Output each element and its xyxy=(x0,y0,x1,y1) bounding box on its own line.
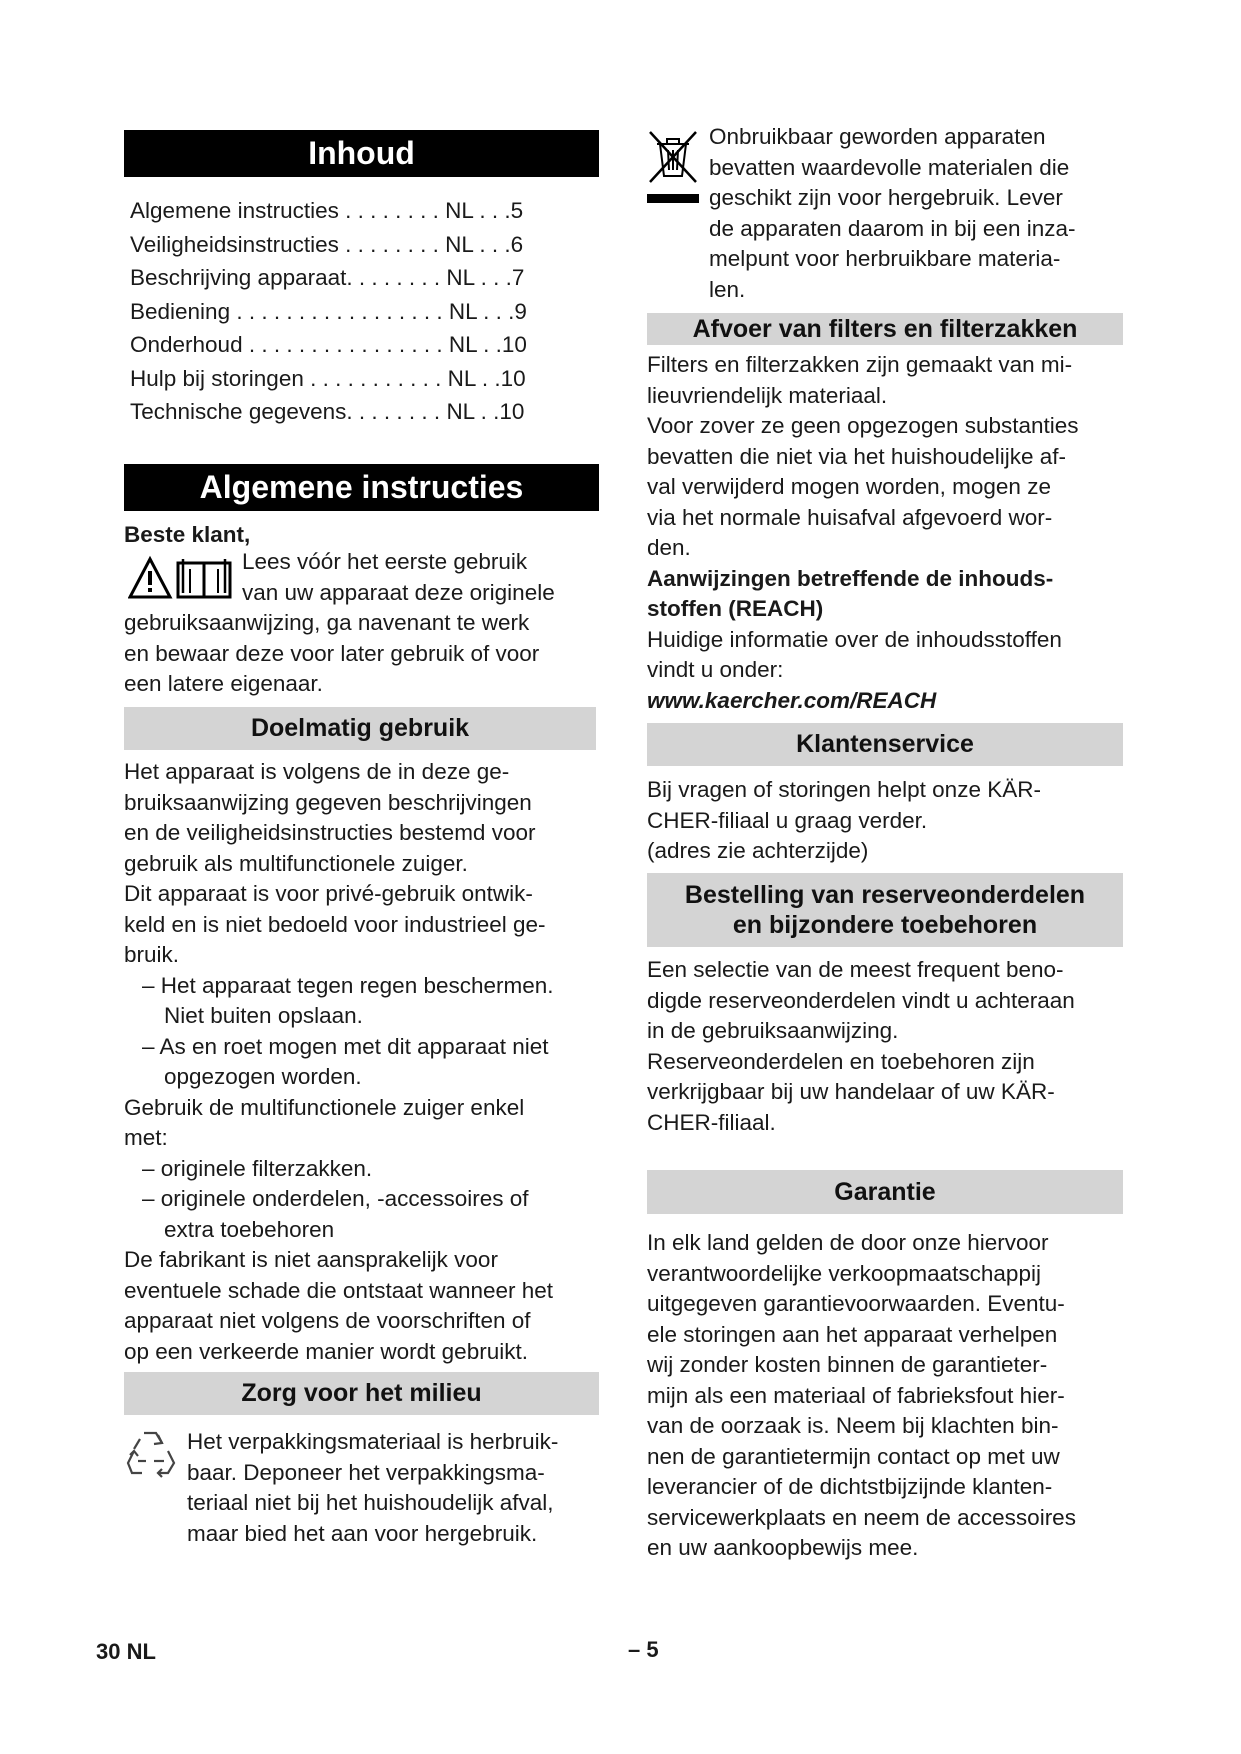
filters-body: Filters en filterzakken zijn gemaakt van mi- lieuvriendelijk materiaal. Voor zover ze geen opgezogen substanties bevatten die niet via het huishoudelijke af- val verwijderd mogen worden, mogen ze via het normale huisafval afgevoerd wor- den. Aanwijzingen betreffende de inhouds- stoffen (REACH) Huidige informatie over de inhoudsstoffen vindt u onder: www.kaercher.com/REACH xyxy=(647,350,1123,716)
recycle-icon-wrap xyxy=(124,1425,180,1483)
reach-link[interactable]: www.kaercher.com/REACH xyxy=(647,687,937,713)
toc-entry[interactable]: Technische gegevens. . . . . . . . NL . .10 xyxy=(130,399,525,424)
toc-entry[interactable]: Algemene instructies . . . . . . . . NL . . .5 xyxy=(130,198,524,223)
intro-text: van uw apparaat deze originele xyxy=(242,580,555,605)
environment-title: Zorg voor het milieu xyxy=(124,1372,599,1415)
service-body: Bij vragen of storingen helpt onze KÄR- CHER-filiaal u graag verder. (adres zie achterzijde) xyxy=(647,777,1041,863)
intro-text: en bewaar deze voor later gebruik of voor xyxy=(124,641,540,666)
crossed-bin-icon xyxy=(647,128,699,208)
toc-entry[interactable]: Hulp bij storingen . . . . . . . . . . . NL . .10 xyxy=(130,365,526,391)
toc-entry[interactable]: Veiligheidsinstructies . . . . . . . . NL . . .6 xyxy=(130,231,524,257)
toc-entry[interactable]: Beschrijving apparaat. . . . . . . . NL . . .7 xyxy=(130,265,525,290)
page-marker: – 5 xyxy=(628,1637,659,1662)
service-title: Klantenservice xyxy=(647,723,1123,766)
intro-text: Lees vóór het eerste gebruik xyxy=(242,549,528,574)
warning-triangle-icon xyxy=(128,553,238,603)
warranty-body: In elk land gelden de door onze hiervoor verantwoordelijke verkoopmaatschappij uitgegeven garantievoorwaarden. Eventu- ele storingen aan het apparaat verhelpen wij zonder kosten binnen de garantieter- mijn als een materiaal of fabrieksfout hier- van de oorzaak is. Neem bij klachten bin- nen de garantietermijn contact op met uw leverancier of de dichtstbijzijnde klanten- servicewerkplaats en neem de accessoires en uw aankoopbewijs mee. xyxy=(647,1230,1076,1560)
general-title: Algemene instructies xyxy=(124,464,599,511)
reach-heading: stoffen (REACH) xyxy=(647,596,824,621)
intro-text: gebruiksaanwijzing, ga navenant te werk xyxy=(124,610,530,635)
proper-use-body: Het apparaat is volgens de in deze ge- bruiksaanwijzing gegeven beschrijvingen en de veiligheidsinstructies bestemd voor gebruik als multifunctionele zuiger. Dit apparaat is voor privé-gebruik ontwik- keld en is niet bedoeld voor industrieel ge- bruik. – Het apparaat tegen regen beschermen. Niet buiten opslaan. – As en roet mogen met dit apparaat niet opgezogen worden. Gebruik de multifunctionele zuiger enkel met: – originele filterzakken. – originele onderdelen, -accessoires of extra toebehoren De fabrikant is niet aansprakelijk voor eventuele schade die ontstaat wanneer het apparaat niet volgens de voorschriften of op een verkeerde manier wordt gebruikt. xyxy=(124,759,554,1364)
manual-book-icon xyxy=(178,559,230,597)
parts-title: Bestelling van reserveonderdelen en bijzondere toebehoren xyxy=(647,873,1123,947)
environment-body: Het verpakkingsmateriaal is herbruik- baar. Deponeer het verpakkingsma- teriaal niet bij het huishoudelijk afval, maar bied het aan voor hergebruik. xyxy=(187,1429,559,1546)
table-of-contents xyxy=(130,194,590,429)
warning-manual-icons xyxy=(128,553,238,603)
toc-title: Inhoud xyxy=(124,130,599,177)
reach-heading: Aanwijzingen betreffende de inhouds- xyxy=(647,565,1054,591)
weee-icon-wrap xyxy=(647,128,699,208)
page-label: 30 NL xyxy=(96,1639,156,1664)
toc-entry[interactable]: Bediening . . . . . . . . . . . . . . . . . NL . . .9 xyxy=(130,298,527,324)
recycle-icon xyxy=(124,1425,180,1483)
toc-entry[interactable]: Onderhoud . . . . . . . . . . . . . . . . NL . .10 xyxy=(130,332,527,357)
weee-body: Onbruikbaar geworden apparaten bevatten waardevolle materialen die geschikt zijn voor hergebruik. Lever de apparaten daarom in bij een inza- melpunt voor herbruikbare materia- len. xyxy=(709,124,1076,302)
filters-title: Afvoer van filters en filterzakken xyxy=(647,313,1123,345)
warranty-title: Garantie xyxy=(647,1170,1123,1214)
intro-text: een latere eigenaar. xyxy=(124,671,323,696)
greeting: Beste klant, xyxy=(124,522,251,547)
parts-body: Een selectie van de meest frequent beno- digde reserveonderdelen vindt u achteraan in de gebruiksaanwijzing. Reserveonderdelen en toebehoren zijn verkrijgbaar bij uw handelaar of uw KÄR- CHER-filiaal. xyxy=(647,957,1075,1135)
proper-use-title: Doelmatig gebruik xyxy=(124,707,596,750)
